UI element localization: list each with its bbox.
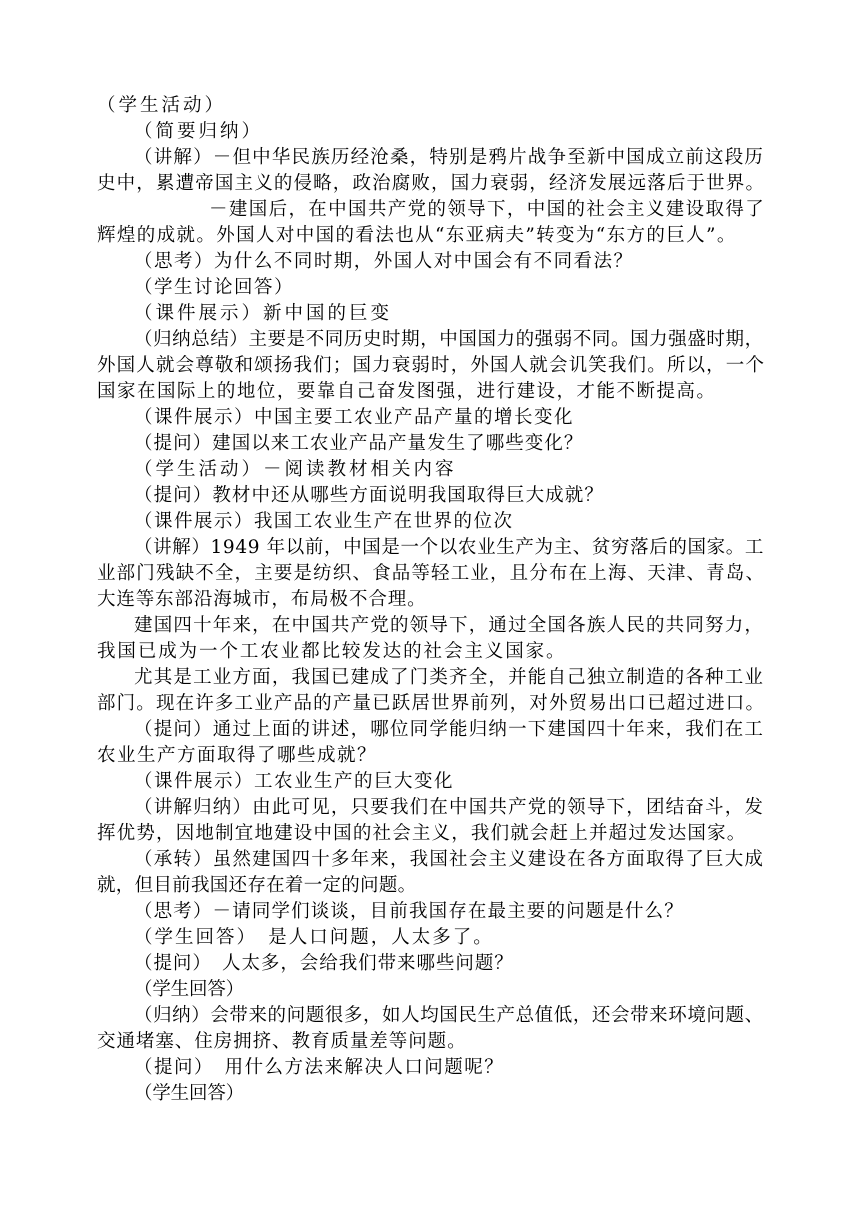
text-line: （课件展示）新中国的巨变: [134, 303, 393, 324]
text-line: （学生回答） 是人口问题，人太多了。: [134, 927, 494, 948]
text-line: 部门。现在许多工业产品的产量已跃居世界前列，对外贸易出口已超过进口。: [97, 693, 766, 714]
text-line: （提问）通过上面的讲述，哪位同学能归纳一下建国四十年来，我们在工: [134, 719, 765, 740]
text-line: （学生回答）: [134, 979, 244, 1000]
text-line: 建国四十年来，在中国共产党的领导下，通过全国各族人民的共同努力，: [134, 615, 765, 636]
text-line: （讲解归纳）由此可见，只要我们在中国共产党的领导下，团结奋斗，发: [134, 797, 765, 818]
text-line: 我国已成为一个工农业都比较发达的社会主义国家。: [97, 641, 567, 662]
text-line: 史中，累遭帝国主义的侵略，政治腐败，国力衰弱，经济发展远落后于世界。: [97, 173, 766, 194]
text-line: 辉煌的成就。外国人对中国的看法也从“东亚病夫”转变为“东方的巨人”。: [97, 225, 737, 246]
text-line: （提问）教材中还从哪些方面说明我国取得巨大成就？: [134, 485, 604, 506]
text-line: （简要归纳）: [134, 121, 264, 142]
text-line: （课件展示）工农业生产的巨大变化: [134, 771, 455, 792]
text-line: （提问）建国以来工农业产品产量发生了哪些变化？: [134, 433, 584, 454]
text-line: （课件展示）我国工农业生产在世界的位次: [134, 511, 514, 532]
text-line: 大连等东部沿海城市，布局极不合理。: [97, 589, 427, 610]
text-line: 交通堵塞、住房拥挤、教育质量差等问题。: [97, 1031, 467, 1052]
text-line: （归纳）会带来的问题很多，如人均国民生产总值低，还会带来环境问题、: [134, 1005, 764, 1026]
text-line: （承转）虽然建国四十多年来，我国社会主义建设在各方面取得了巨大成: [134, 849, 765, 870]
text-line: 农业生产方面取得了哪些成就？: [97, 745, 378, 766]
text-line: 业部门残缺不全，主要是纺织、食品等轻工业，且分布在上海、天津、青岛、: [97, 563, 766, 584]
text-line: （讲解）1949 年以前，中国是一个以农业生产为主、贫穷落后的国家。工: [134, 537, 765, 558]
text-line: （提问） 用什么方法来解决人口问题呢？: [134, 1057, 505, 1078]
text-line: （学生回答）: [134, 1083, 244, 1104]
text-line: －建国后，在中国共产党的领导下，中国的社会主义建设取得了: [209, 199, 766, 220]
text-line: （讲解）－但中华民族历经沧桑，特别是鸦片战争至新中国成立前这段历: [134, 147, 765, 168]
text-line: 国家在国际上的地位，要靠自己奋发图强，进行建设，才能不断提高。: [97, 381, 717, 402]
text-line: 挥优势，因地制宜地建设中国的社会主义，我们就会赶上并超过发达国家。: [97, 823, 747, 844]
text-line: 尤其是工业方面，我国已建成了门类齐全，并能自己独立制造的各种工业: [134, 667, 765, 688]
text-line: （学生活动）: [97, 95, 227, 116]
text-line: （归纳总结）主要是不同历史时期，中国国力的强弱不同。国力强盛时期，: [134, 329, 764, 350]
text-line: （思考）为什么不同时期，外国人对中国会有不同看法？: [134, 251, 634, 272]
text-line: （课件展示）中国主要工农业产品产量的增长变化: [134, 407, 575, 428]
text-line: （学生讨论回答）: [134, 277, 295, 298]
text-line: （学生活动）－阅读教材相关内容: [134, 459, 457, 480]
text-line: （提问） 人太多，会给我们带来哪些问题？: [134, 953, 514, 974]
text-line: 外国人就会尊敬和颂扬我们；国力衰弱时，外国人就会讥笑我们。所以，一个: [97, 355, 766, 376]
text-line: （思考）－请同学们谈谈，目前我国存在最主要的问题是什么？: [134, 901, 684, 922]
text-line: 就，但目前我国还存在着一定的问题。: [97, 875, 417, 896]
